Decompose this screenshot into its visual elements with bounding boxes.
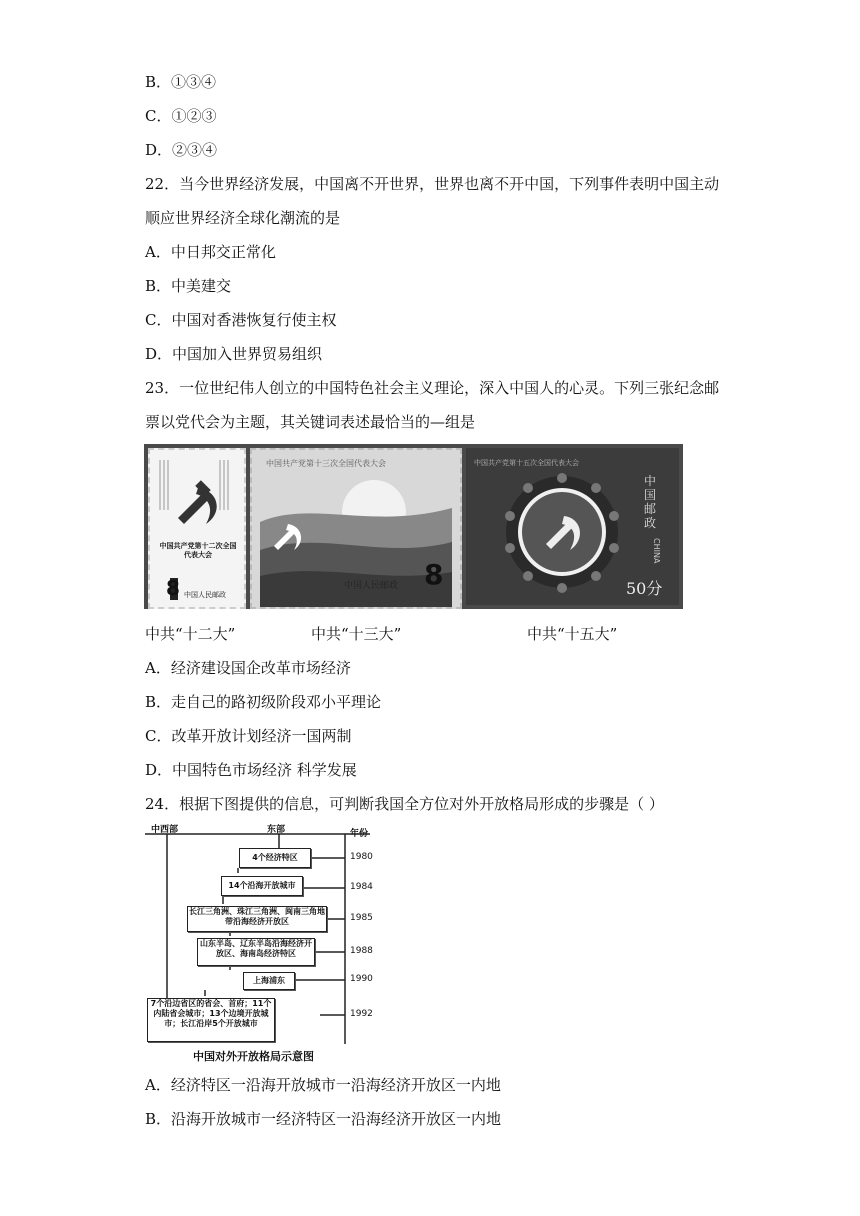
q22-stem-line2: 顺应世界经济全球化潮流的是 xyxy=(145,209,341,227)
stamp-15th-congress xyxy=(466,448,679,605)
stamp-13th-congress xyxy=(250,448,462,609)
q23-option-c: C．改革开放计划经济一国两制 xyxy=(145,727,352,745)
diagram-year-1988: 1988 xyxy=(350,946,373,956)
q23-option-d: D．中国特色市场经济 科学发展 xyxy=(145,761,357,779)
stamp-13th-country: 中国人民邮政 xyxy=(344,581,399,591)
stamp-12th-art xyxy=(150,450,244,607)
option-d-prev: D．②③④ xyxy=(145,141,218,159)
stamp-15th-country: 中国邮政 xyxy=(644,474,657,530)
caption-12th: 中共“十二大” xyxy=(145,625,236,643)
diagram-step-1980: 4个经济特区 xyxy=(239,848,311,868)
q22-option-c: C．中国对香港恢复行使主权 xyxy=(145,311,337,329)
q24-option-b: B．沿海开放城市一经济特区一沿海经济开放区一内地 xyxy=(145,1110,502,1128)
q22-option-d: D．中国加入世界贸易组织 xyxy=(145,345,323,363)
diagram-col-east: 东部 xyxy=(267,825,286,835)
stamp-15th-country-en: CHINA xyxy=(652,538,661,564)
diagram-step-1992: 7个沿边省区的省会、首府；11个内陆省会城市；13个边境开放城市；长江沿岸5个开放城市 xyxy=(147,998,275,1042)
stamp-13th-header: 中国共产党第十三次全国代表大会 xyxy=(266,459,386,468)
stamp-13th-value: 8 xyxy=(424,558,444,591)
stamp-15th-header: 中国共产党第十五次全国代表大会 xyxy=(474,459,579,467)
q22-stem-line1: 22．当今世界经济发展，中国离不开世界，世界也离不开中国，下列事件表明中国主动 xyxy=(145,175,720,193)
q22-option-b: B．中美建交 xyxy=(145,277,232,295)
stamp-12th-congress xyxy=(148,448,246,609)
q23-stem-line1: 23．一位世纪伟人创立的中国特色社会主义理论，深入中国人的心灵。下列三张纪念邮 xyxy=(145,379,720,397)
opening-up-diagram xyxy=(145,820,375,1070)
option-b-prev: B．①③④ xyxy=(145,73,217,91)
diagram-year-1980: 1980 xyxy=(350,852,373,862)
diagram-year-1984: 1984 xyxy=(350,882,373,892)
q23-option-a: A．经济建设国企改革市场经济 xyxy=(145,659,351,677)
diagram-col-year: 年份 xyxy=(350,829,369,839)
q23-option-b: B．走自己的路初级阶段邓小平理论 xyxy=(145,693,382,711)
q22-option-a: A．中日邦交正常化 xyxy=(145,243,276,261)
diagram-title: 中国对外开放格局示意图 xyxy=(193,1050,314,1063)
stamp-12th-header: 中国共产党第十二次全国代表大会 xyxy=(159,542,237,559)
diagram-year-1985: 1985 xyxy=(350,913,373,923)
stamps-image xyxy=(144,444,683,609)
diagram-step-1984: 14个沿海开放城市 xyxy=(221,876,303,896)
diagram-col-west: 中西部 xyxy=(151,825,179,835)
caption-13th: 中共“十三大” xyxy=(311,625,402,643)
caption-15th: 中共“十五大” xyxy=(527,625,618,643)
diagram-year-1992: 1992 xyxy=(350,1009,373,1019)
diagram-step-1988: 山东半岛、辽东半岛沿海经济开放区、海南岛经济特区 xyxy=(197,938,315,966)
q23-stem-line2: 票以党代会为主题，其关键词表述最恰当的—组是 xyxy=(145,413,476,431)
stamp-12th-value: 8 xyxy=(166,576,180,600)
q24-option-a: A．经济特区一沿海开放城市一沿海经济开放区一内地 xyxy=(145,1076,501,1094)
stamp-12th-country: 中国人民邮政 xyxy=(184,591,226,599)
diagram-year-1990: 1990 xyxy=(350,974,373,984)
q24-stem: 24．根据下图提供的信息，可判断我国全方位对外开放格局形成的步骤是（ ） xyxy=(145,795,664,813)
hammer-sickle-icon xyxy=(178,480,217,524)
stamp-15th-value: 50分 xyxy=(626,579,663,598)
option-c-prev: C．①②③ xyxy=(145,107,217,125)
diagram-step-1990: 上海浦东 xyxy=(243,972,295,990)
diagram-step-1985: 长江三角洲、珠江三角洲、闽南三角地带沿海经济开放区 xyxy=(187,906,327,932)
